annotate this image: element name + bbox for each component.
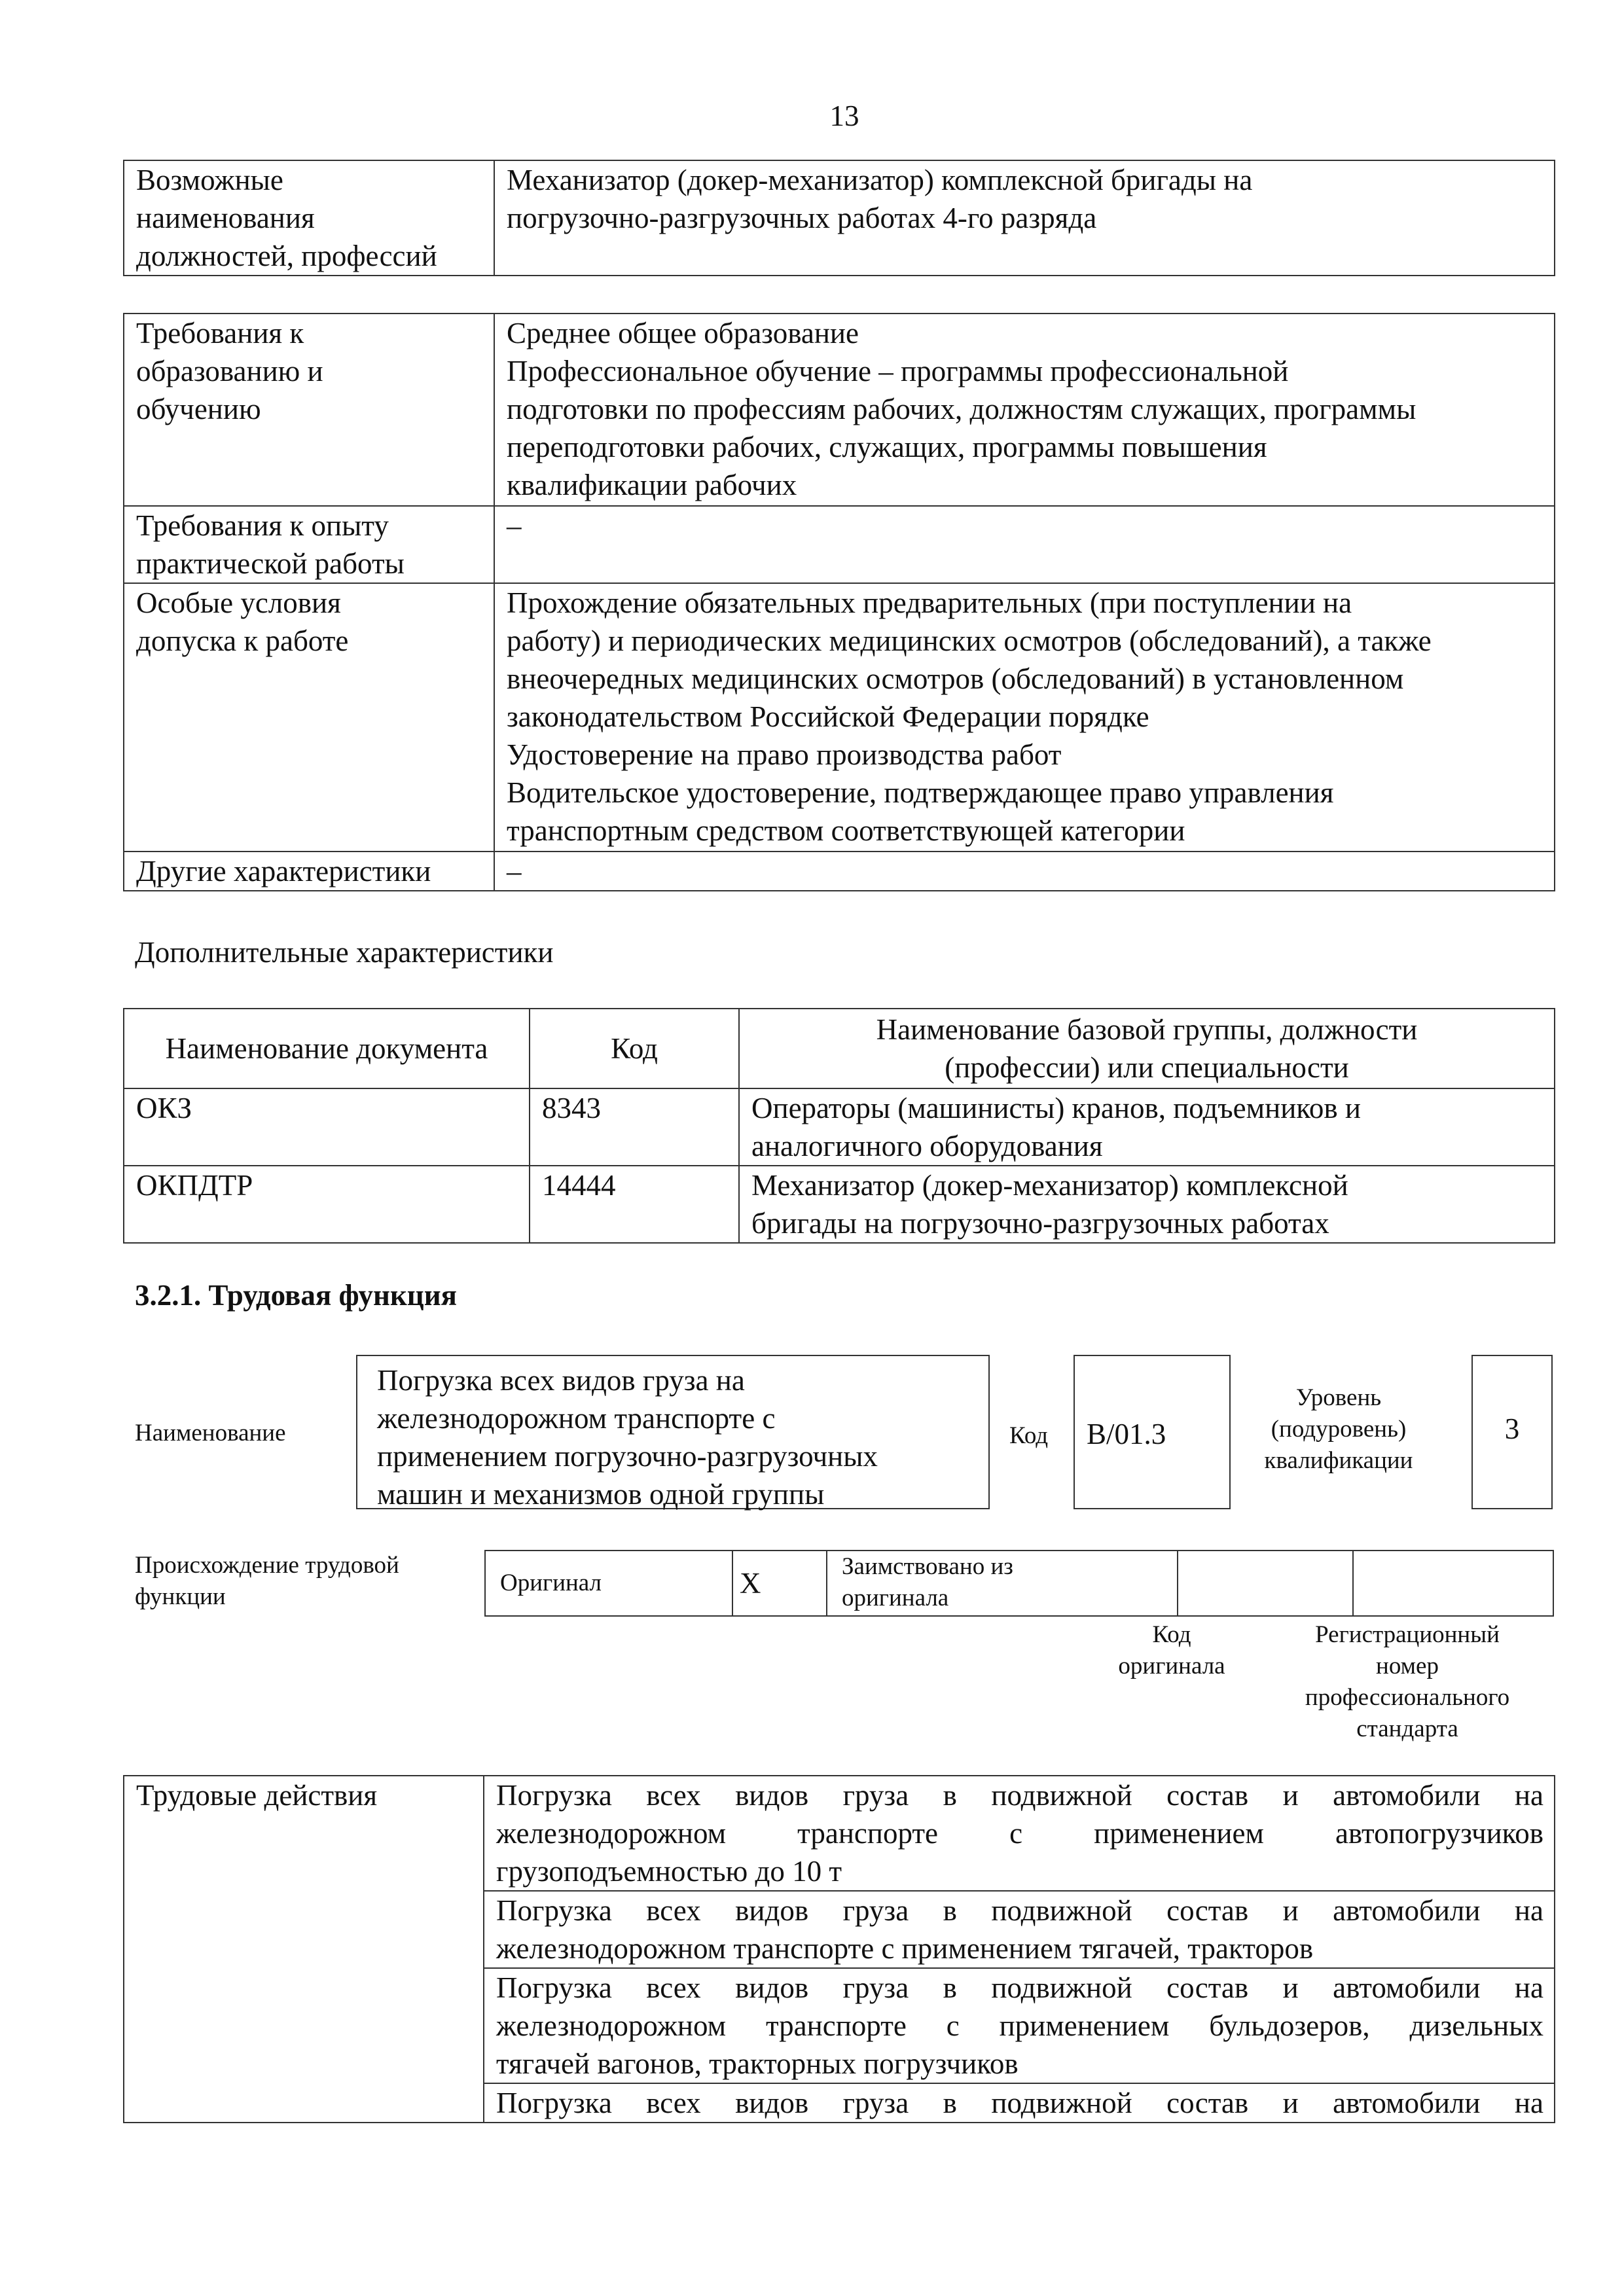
labor-action-cell: Погрузка всех видов груза в подвижной состав и автомобили на железнодорожном транспорте с применением автопогрузчиков грузоподъемностью до 10 т [484, 1776, 1555, 1891]
page-number: 13 [829, 99, 859, 132]
original-mark: X [732, 1551, 827, 1616]
header-code: Код [530, 1009, 739, 1088]
registration-number-cell [1353, 1551, 1553, 1616]
labor-actions-label: Трудовые действия [124, 1776, 484, 2123]
function-name-box: Погрузка всех видов груза на железнодорожном транспорте с применением погрузочно-разгрузочных машин и механизмов одной группы [356, 1355, 990, 1509]
education-label: Требования к образованию и обучению [124, 314, 494, 506]
labor-actions-table [123, 1775, 1555, 2123]
table-row [124, 1088, 1555, 1166]
positions-label: Возможные наименования должностей, профессий [124, 160, 494, 276]
name-cell: Операторы (машинисты) кранов, подъемников и аналогичного оборудования [739, 1088, 1555, 1166]
other-label: Другие характеристики [124, 852, 494, 891]
experience-label: Требования к опыту практической работы [124, 506, 494, 583]
special-conditions-value: Прохождение обязательных предварительных (при поступлении на работу) и периодических медицинских осмотров (обследований), а также внеочередных медицинских осмотров (обследований) в установленном законодательством Российской Федерации порядке Удостоверение на право производства работ Водительское удостоверение, подтверждающее право управления транспортным средством соответствующей категории [494, 583, 1555, 852]
level-label: Уровень (подуровень) квалификации [1264, 1384, 1413, 1474]
code-label: Код [1009, 1422, 1049, 1449]
header-doc: Наименование документа [124, 1009, 530, 1088]
additional-heading: Дополнительные характеристики [135, 936, 554, 969]
registration-caption: Регистрационный номер профессионального стандарта [1305, 1621, 1510, 1742]
positions-table [123, 160, 1555, 276]
borrowed-label: Заимствовано из оригинала [827, 1551, 1178, 1616]
origin-label: Происхождение трудовой функции [135, 1552, 399, 1610]
name-cell: Механизатор (докер-механизатор) комплексной бригады на погрузочно-разгрузочных работах [739, 1166, 1555, 1243]
table-row [124, 1776, 1555, 1891]
experience-value: – [494, 506, 1555, 583]
code-caption: Код оригинала [1118, 1621, 1225, 1679]
labor-action-cell: Погрузка всех видов груза в подвижной состав и автомобили на [484, 2083, 1555, 2123]
education-value: Среднее общее образование Профессиональное обучение – программы профессиональной подготовки по профессиям рабочих, должностям служащих, программы переподготовки рабочих, служащих, программы повышения квалификации рабочих [494, 314, 1555, 506]
table-row [124, 1166, 1555, 1243]
doc-cell: ОКЗ [124, 1088, 530, 1166]
code-cell: 8343 [530, 1088, 739, 1166]
special-conditions-label: Особые условия допуска к работе [124, 583, 494, 852]
table-header-row [124, 1009, 1555, 1088]
code-cell: 14444 [530, 1166, 739, 1243]
labor-action-cell: Погрузка всех видов груза в подвижной состав и автомобили на железнодорожном транспорте с применением тягачей, тракторов [484, 1891, 1555, 1968]
origin-table [484, 1550, 1554, 1617]
function-code-box: В/01.3 [1074, 1355, 1231, 1509]
original-code-cell [1178, 1551, 1353, 1616]
table-row [124, 852, 1555, 891]
name-label: Наименование [135, 1420, 286, 1446]
requirements-table [123, 313, 1555, 891]
original-label: Оригинал [485, 1551, 732, 1616]
doc-cell: ОКПДТР [124, 1166, 530, 1243]
table-row [124, 314, 1555, 506]
header-name: Наименование базовой группы, должности (профессии) или специальности [739, 1009, 1555, 1088]
positions-value: Механизатор (докер-механизатор) комплексной бригады на погрузочно-разгрузочных работах 4-го разряда [494, 160, 1555, 276]
other-value: – [494, 852, 1555, 891]
table-row [124, 583, 1555, 852]
labor-action-cell: Погрузка всех видов груза в подвижной состав и автомобили на железнодорожном транспорте с применением бульдозеров, дизельных тягачей вагонов, тракторных погрузчиков [484, 1968, 1555, 2083]
table-row [124, 506, 1555, 583]
level-value-box: 3 [1471, 1355, 1553, 1509]
labor-function-heading: 3.2.1. Трудовая функция [135, 1279, 458, 1312]
additional-table [123, 1008, 1555, 1244]
